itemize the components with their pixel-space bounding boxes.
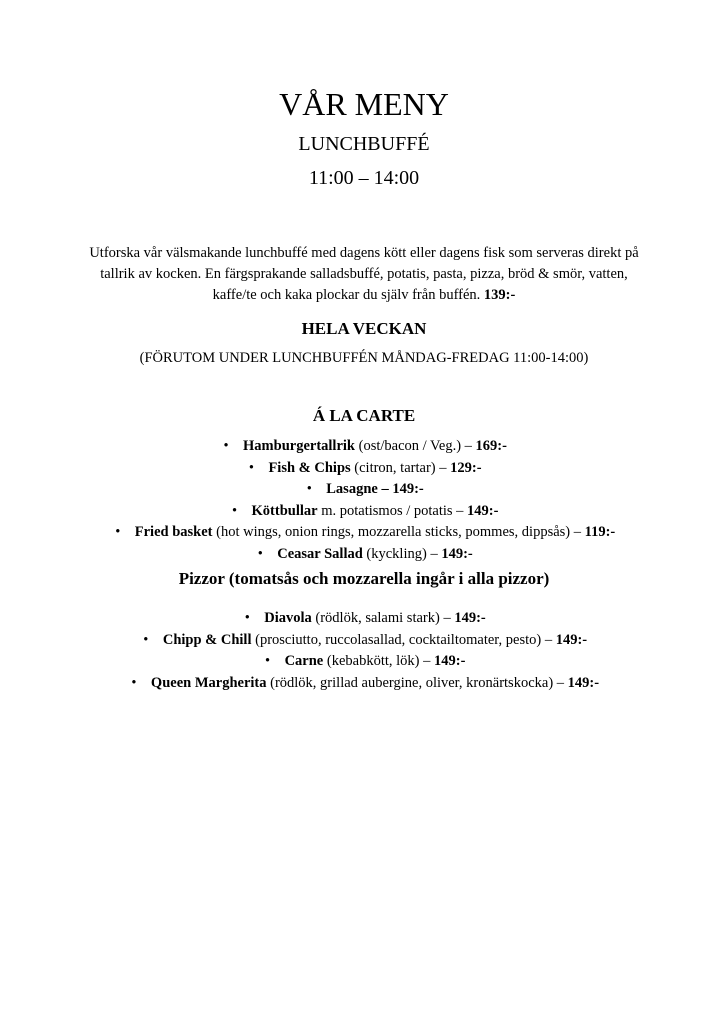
menu-item (0, 522, 728, 544)
menu-item (0, 501, 728, 523)
menu-item-desc: (kebabkött, lök) – (323, 653, 434, 669)
bullet-icon: • (257, 545, 263, 562)
bullet-icon: • (265, 653, 271, 669)
menu-item-price: 149:- (441, 545, 473, 562)
bullet-icon: • (248, 459, 254, 476)
menu-item-price: 149:- (567, 674, 600, 691)
menu-item-price: 149:- (454, 610, 486, 626)
menu-item-desc: m. potatismos / potatis – (317, 502, 468, 519)
menu-item-name: Köttbullar (251, 502, 318, 519)
menu-item-price: 129:- (450, 459, 482, 476)
menu-item-desc: (ost/bacon / Veg.) – (355, 438, 476, 454)
menu-item-desc: (prosciutto, ruccolasallad, cocktailtomater, pesto) – (251, 631, 556, 648)
menu-item-desc: (hot wings, onion rings, mozzarella sticks, pommes, dippsås) – (212, 524, 585, 540)
menu-item-desc: (rödlök, grillad aubergine, oliver, kronärtskocka) – (266, 674, 568, 691)
intro-price: 139:- (483, 286, 516, 303)
menu-item-name: Ceasar Sallad (277, 545, 363, 562)
bullet-icon: • (231, 502, 238, 519)
heading-pizzor: Pizzor (tomatsås och mozzarella ingår i alla pizzor) (178, 569, 550, 588)
bullet-icon: • (115, 524, 121, 540)
menu-item-name: Hamburgertallrik (243, 438, 355, 454)
menu-item-name: Lasagne (326, 481, 378, 497)
menu-item-price: 119:- (584, 524, 616, 540)
bullet-icon: • (244, 610, 250, 626)
menu-item-price: 149:- (434, 653, 466, 669)
menu-item-desc: (kyckling) – (362, 545, 442, 562)
menu-item-name: Fish & Chips (268, 459, 351, 476)
menu-item-desc: – (377, 481, 393, 497)
menu-item (0, 673, 728, 695)
intro-paragraph (86, 243, 642, 306)
menu-item-price: 169:- (475, 438, 507, 454)
hela-veckan-note: (FÖRUTOM UNDER LUNCHBUFFÉN MÅNDAG-FREDAG 11:00-14:00) (139, 350, 589, 366)
menu-item-name: Fried basket (134, 524, 213, 540)
menu-item-price: 149:- (467, 502, 499, 519)
section-subtitle-lunchbuffe: LUNCHBUFFÉ (298, 133, 430, 155)
intro-text: Utforska vår välsmakande lunchbuffé med dagens kött eller dagens fisk som serveras direkt på tallrik av kocken. En färgsprakande salladsbuffé, potatis, pasta, pizza, bröd & smör, vatten, kaffe/te och kaka plockar du själv från buffén. (89, 244, 639, 303)
menu-item-name: Chipp & Chill (162, 631, 252, 648)
menu-item-name: Carne (284, 653, 324, 669)
bullet-icon: • (223, 438, 229, 454)
opening-hours: 11:00 – 14:00 (308, 167, 420, 189)
menu-item (0, 608, 728, 630)
menu-item (0, 479, 728, 501)
a-la-carte-list (0, 436, 728, 565)
page-title: VÅR MENY (279, 86, 449, 122)
menu-item (0, 436, 728, 458)
menu-item (0, 651, 728, 673)
bullet-icon: • (306, 481, 312, 497)
menu-item-price: 149:- (555, 631, 588, 648)
menu-item-desc: (rödlök, salami stark) – (311, 610, 455, 626)
heading-hela-veckan: HELA VECKAN (301, 319, 427, 338)
bullet-icon: • (143, 631, 149, 648)
menu-item (0, 458, 728, 480)
heading-a-la-carte: Á LA CARTE (312, 406, 416, 425)
menu-item-price: 149:- (392, 481, 424, 497)
menu-item-name: Queen Margherita (150, 674, 267, 691)
bullet-icon: • (131, 674, 137, 691)
pizza-list (0, 608, 728, 694)
menu-item (0, 544, 728, 566)
menu-item-name: Diavola (264, 610, 312, 626)
menu-item-desc: (citron, tartar) – (350, 459, 451, 476)
menu-item (0, 630, 728, 652)
